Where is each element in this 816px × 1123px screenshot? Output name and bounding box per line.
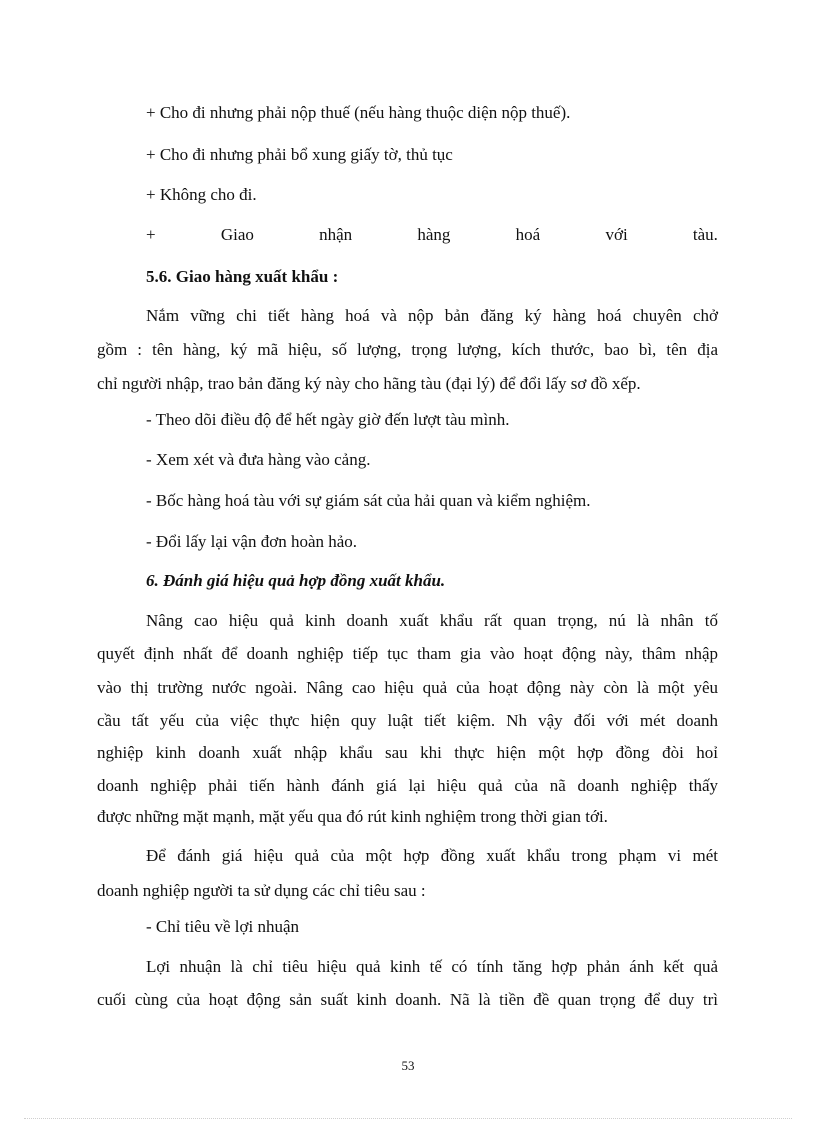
list-item-deny: + Không cho đi. (146, 185, 257, 204)
word: nhận (319, 225, 353, 244)
paragraph-line: quyết định nhất để doanh nghiệp tiếp tục tham gia vào hoạt động này, thâm nhập (97, 644, 718, 663)
footer-divider (24, 1118, 792, 1119)
paragraph-line: nghiệp kinh doanh xuất nhập khẩu sau khi thực hiện một hợp đồng đòi hoỉ (97, 743, 718, 762)
bullet-item: - Đổi lấy lại vận đơn hoàn hảo. (146, 532, 358, 551)
paragraph-line: doanh nghiệp phải tiến hành đánh giá lại hiệu quả của nã doanh nghiệp thấy (97, 776, 718, 795)
bullet-item: - Chỉ tiêu về lợi nhuận (146, 917, 299, 936)
word: + (146, 225, 156, 244)
paragraph-line: cuối cùng của hoạt động sản suất kinh doanh. Nã là tiền đề quan trọng để duy trì (97, 990, 718, 1009)
section-heading-6: 6. Đánh giá hiệu quả hợp đồng xuất khẩu. (146, 571, 446, 590)
paragraph-line: chỉ người nhập, trao bản đăng ký này cho hãng tàu (đại lý) để đổi lấy sơ đồ xếp. (97, 374, 641, 393)
word: tàu. (692, 225, 718, 244)
bullet-item: - Xem xét và đưa hàng vào cảng. (146, 450, 371, 469)
paragraph-line: Lợi nhuận là chỉ tiêu hiệu quả kinh tế có tính tăng hợp phản ánh kết quả (146, 957, 718, 976)
list-item-handover (146, 224, 718, 246)
word: hoá (515, 225, 541, 244)
paragraph-line: Nắm vững chi tiết hàng hoá và nộp bản đăng ký hàng hoá chuyên chở (146, 306, 718, 325)
paragraph-line: Để đánh giá hiệu quả của một hợp đồng xuất khẩu trong phạm vi mét (146, 846, 718, 865)
list-item-supplement: + Cho đi nhưng phải bổ xung giấy tờ, thủ tục (146, 145, 453, 164)
word: hàng (417, 225, 451, 244)
bullet-item: - Theo dõi điều độ để hết ngày giờ đến lượt tàu mình. (146, 410, 510, 429)
paragraph-line: cầu tất yếu của việc thực hiện quy luật tiết kiệm. Nh vậy đối với mét doanh (97, 711, 718, 730)
paragraph-line: doanh nghiệp người ta sử dụng các chỉ tiêu sau : (97, 881, 426, 900)
paragraph-line: gồm : tên hàng, ký mã hiệu, số lượng, trọng lượng, kích thước, bao bì, tên địa (97, 340, 718, 359)
paragraph-line: Nâng cao hiệu quả kinh doanh xuất khẩu rất quan trọng, nú là nhân tố (146, 611, 718, 630)
word: Giao (220, 225, 254, 244)
paragraph-line: vào thị trường nước ngoài. Nâng cao hiệu quả của hoạt động này còn là một yêu (97, 678, 718, 697)
word: với (605, 225, 628, 244)
page-number: 53 (401, 1058, 415, 1073)
paragraph-line: được những mặt mạnh, mặt yếu qua đó rút kinh nghiệm trong thời gian tới. (97, 807, 608, 826)
section-heading-5-6: 5.6. Giao hàng xuất khẩu : (146, 267, 339, 286)
bullet-item: - Bốc hàng hoá tàu với sự giám sát của hải quan và kiểm nghiệm. (146, 491, 591, 510)
list-item-tax: + Cho đi nhưng phải nộp thuế (nếu hàng thuộc diện nộp thuế). (146, 103, 571, 122)
